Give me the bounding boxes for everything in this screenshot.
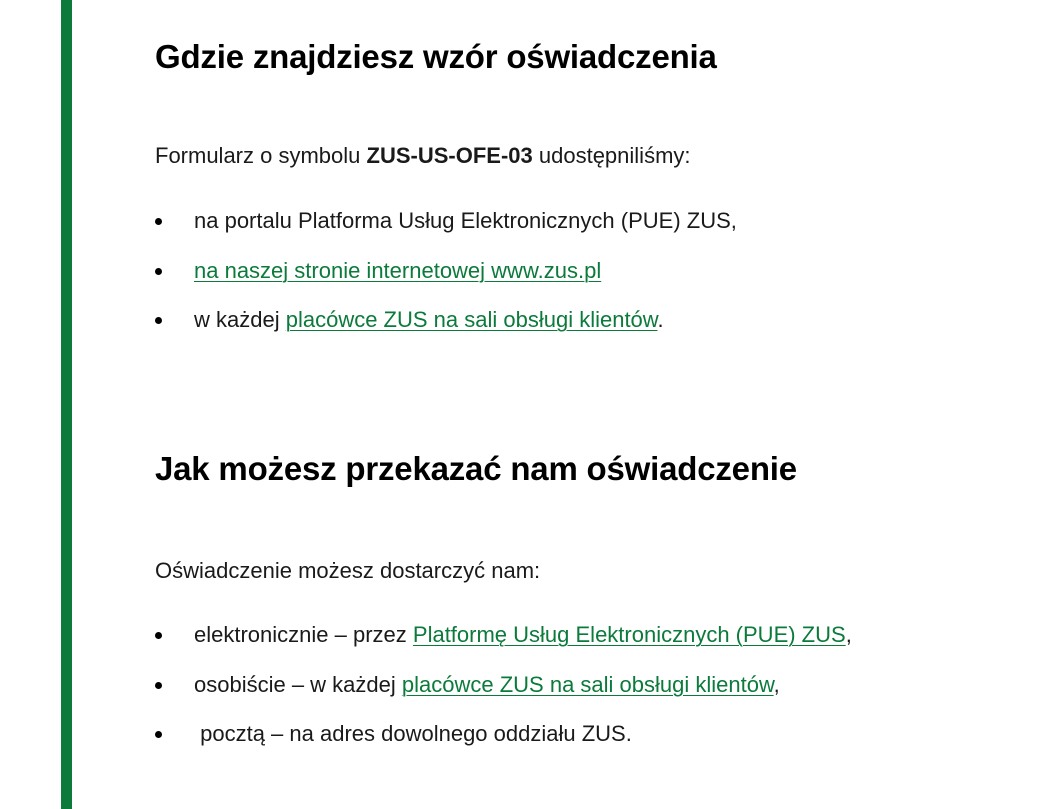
accent-bar [61, 0, 72, 809]
section-intro-how [155, 558, 540, 584]
list-item-text: w każdej [194, 307, 286, 332]
bullet-icon [155, 268, 162, 275]
bullet-icon [155, 682, 162, 689]
list-item [155, 255, 737, 305]
form-symbol: ZUS-US-OFE-03 [366, 143, 533, 168]
list-item-text: elektronicznie – przez [194, 622, 413, 647]
bullet-icon [155, 632, 162, 639]
branch-link[interactable]: placówce ZUS na sali obsługi klientów [401, 671, 774, 697]
list-item-text: osobiście – w każdej [194, 671, 402, 697]
intro-text: udostępniliśmy: [532, 143, 691, 168]
section-intro-where [155, 143, 691, 169]
section-heading-how: Jak możesz przekazać nam oświadczenie [155, 450, 797, 487]
list-item-text: . [657, 307, 664, 332]
branch-link[interactable]: placówce ZUS na sali obsługi klientów [285, 307, 658, 332]
bullet-icon [155, 317, 162, 324]
list-item-text: na portalu Platforma Usług Elektronicznych (PUE) ZUS, [194, 208, 737, 233]
list-item [155, 669, 852, 719]
list-item-text: , [845, 622, 852, 647]
bullet-icon [155, 218, 162, 225]
bullet-icon [155, 731, 162, 738]
section-heading-where: Gdzie znajdziesz wzór oświadczenia [155, 38, 717, 75]
intro-text: Formularz o symbolu [155, 143, 367, 168]
list-item-text: , [773, 671, 780, 697]
list-item [155, 304, 737, 354]
bullet-list-where [155, 205, 737, 354]
list-item [155, 205, 737, 255]
bullet-list-how [155, 619, 852, 768]
intro-text: Oświadczenie możesz dostarczyć nam: [155, 558, 541, 583]
pue-platform-link[interactable]: Platformę Usług Elektronicznych (PUE) ZUS [412, 622, 846, 647]
list-item-text: pocztą – na adres dowolnego oddziału ZUS. [194, 721, 632, 746]
list-item [155, 718, 852, 768]
zus-website-link[interactable]: na naszej stronie internetowej www.zus.pl [194, 257, 602, 283]
list-item [155, 619, 852, 669]
